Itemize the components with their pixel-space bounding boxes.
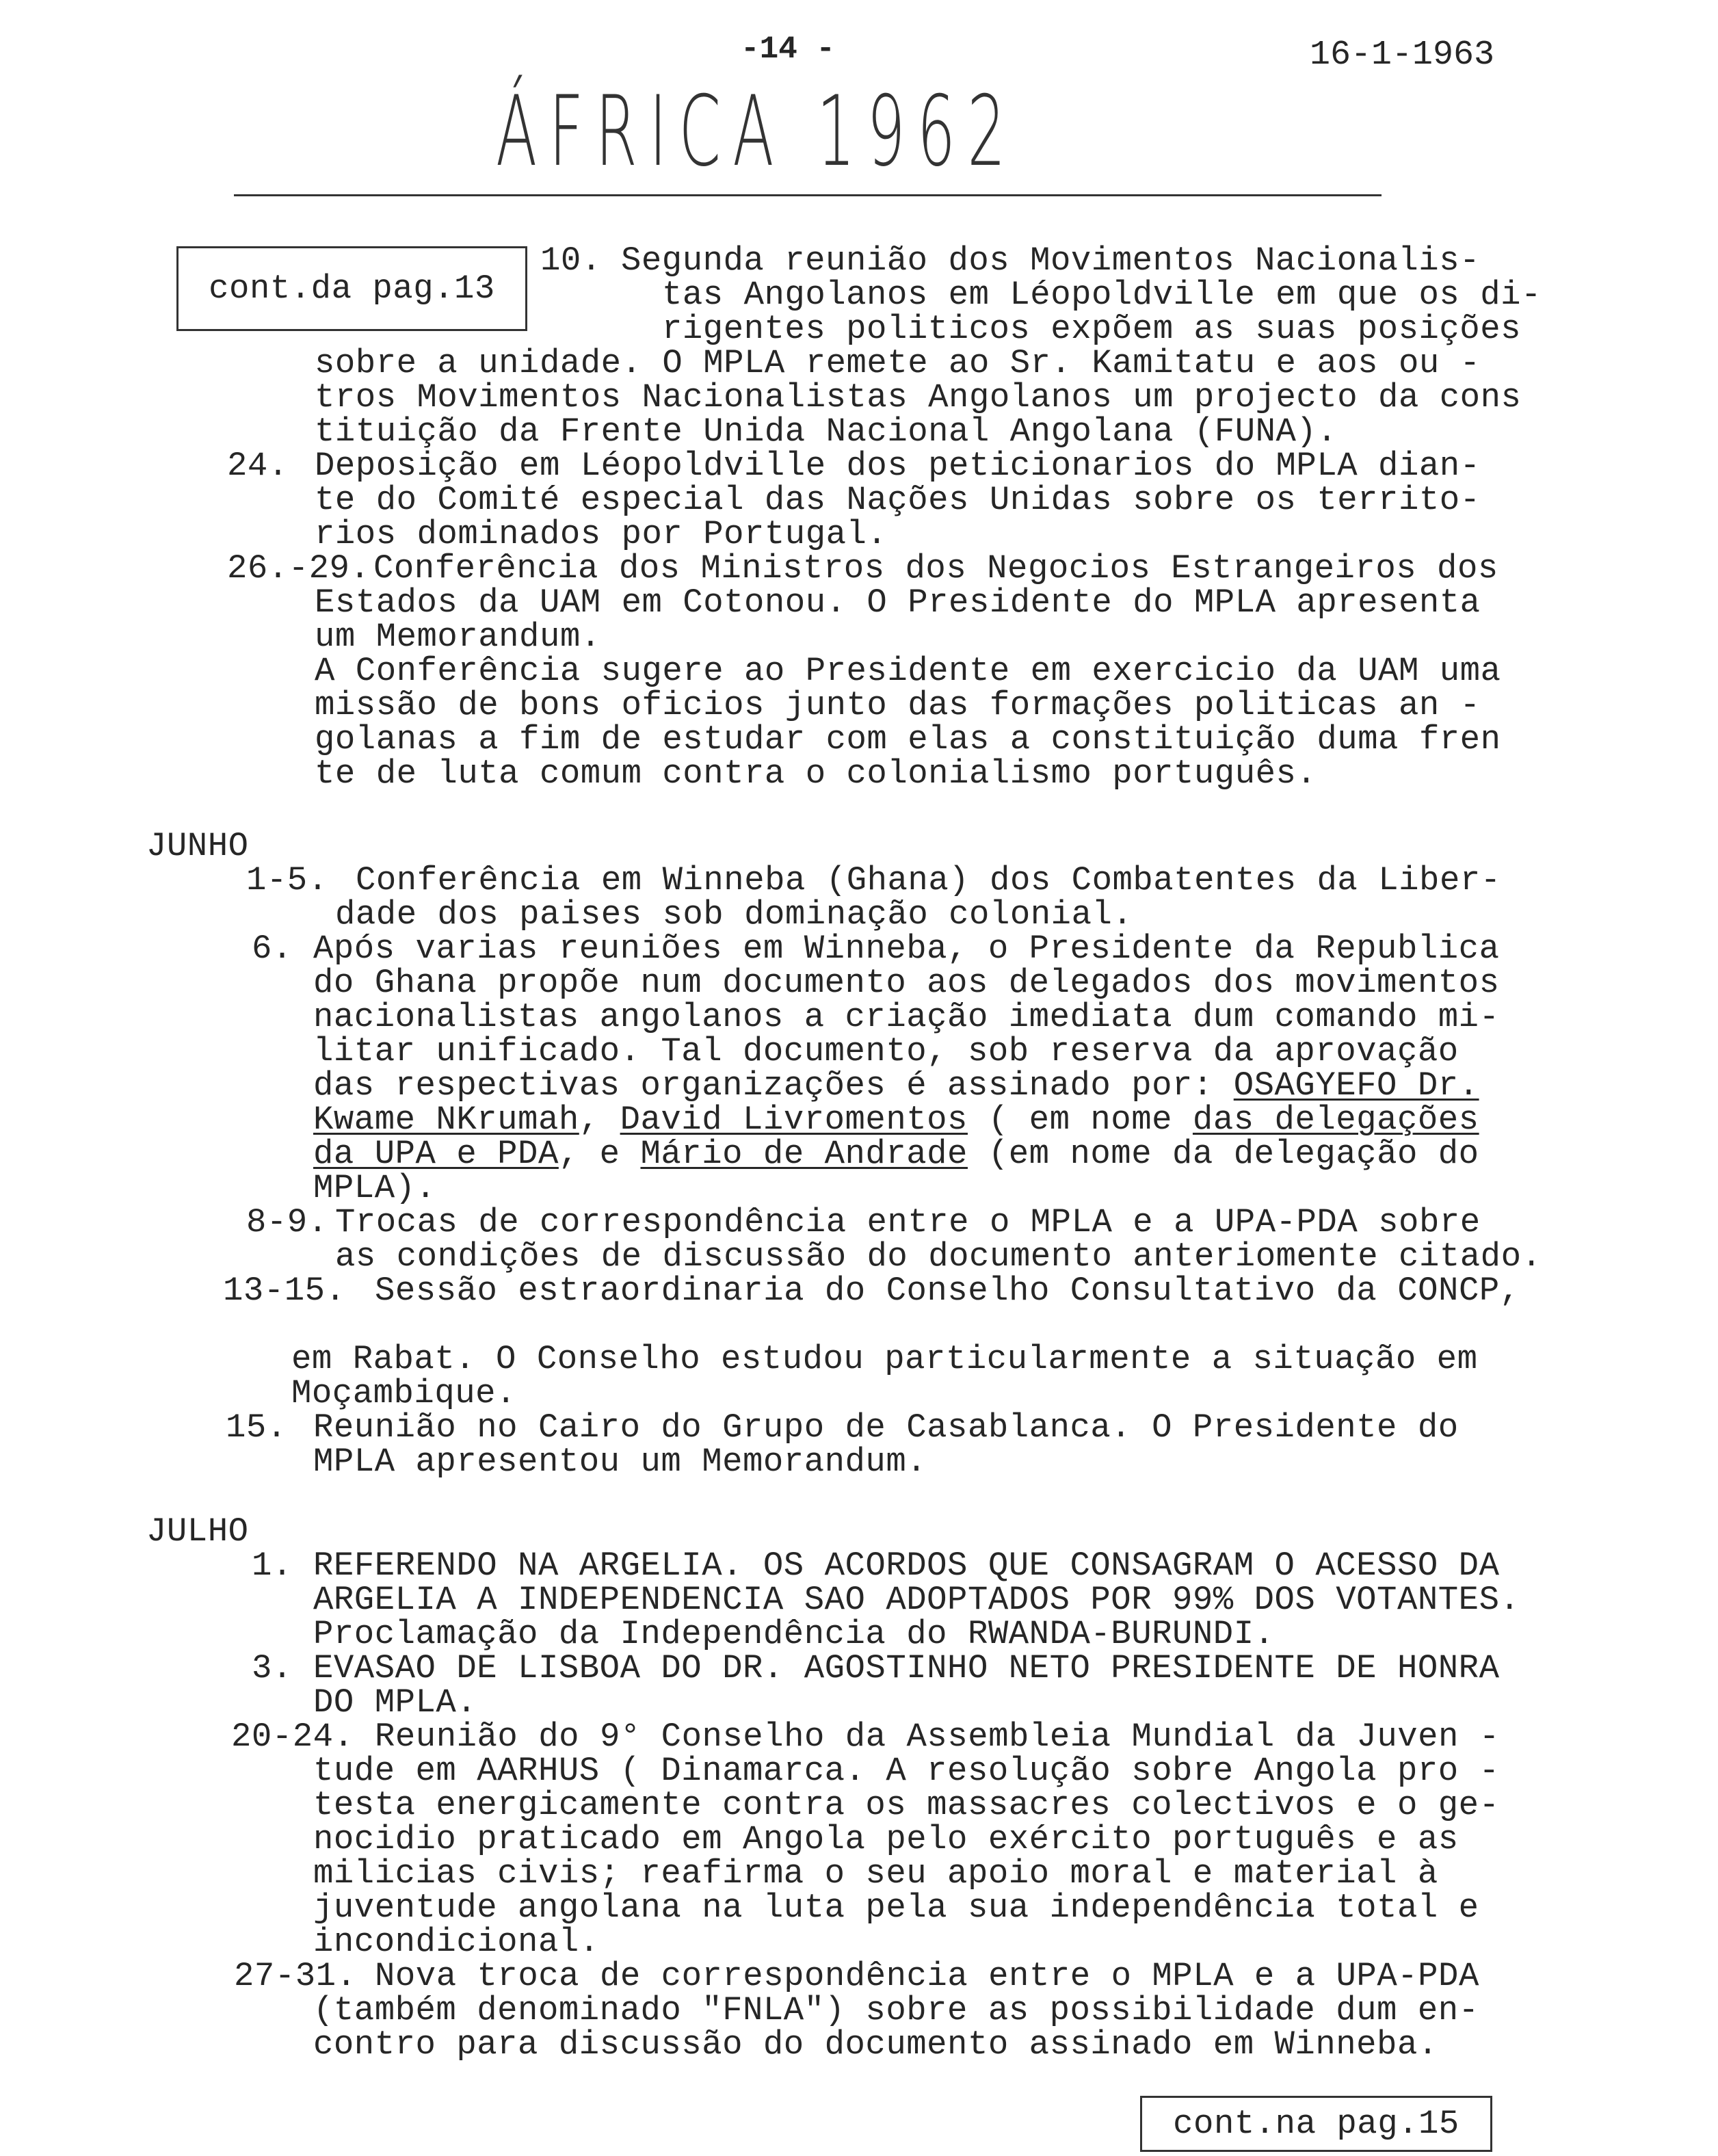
entry-line: EVASAO DE LISBOA DO DR. AGOSTINHO NETO PRESIDENTE DE HONRA bbox=[313, 1649, 1500, 1687]
entry-line: golanas a fim de estudar com elas a constituição duma fren bbox=[315, 720, 1501, 759]
header-date: 16-1-1963 bbox=[1310, 36, 1495, 75]
entry-line: nocidio praticado em Angola pelo exército português e as bbox=[313, 1820, 1459, 1858]
delegation-name: das delegações bbox=[1192, 1101, 1479, 1139]
entry-day: 8-9. bbox=[246, 1203, 328, 1241]
header-rule bbox=[234, 194, 1382, 196]
entry-line: Proclamação da Independência do RWANDA-BURUNDI. bbox=[313, 1615, 1275, 1653]
entry-text: (em nome da delegação do bbox=[967, 1135, 1479, 1173]
entry-line: Sessão estraordinaria do Conselho Consultativo da CONCP, bbox=[375, 1272, 1520, 1310]
entry-line: Deposição em Léopoldville dos peticionarios do MPLA dian- bbox=[315, 447, 1481, 485]
entry-line: Conferência dos Ministros dos Negocios Estrangeiros dos bbox=[373, 549, 1498, 588]
entry-line bbox=[313, 1137, 1479, 1171]
page-number: -14 - bbox=[741, 31, 836, 67]
entry-day: 1. bbox=[252, 1547, 293, 1585]
entry-line bbox=[313, 1068, 1479, 1103]
entry-line: Moçambique. bbox=[291, 1374, 516, 1412]
entry-line: nacionalistas angolanos a criação imediata dum comando mi- bbox=[313, 998, 1500, 1036]
entry-line: Estados da UAM em Cotonou. O Presidente do MPLA apresenta bbox=[315, 583, 1481, 622]
entry-line: Reunião do 9° Conselho da Assembleia Mundial da Juven - bbox=[375, 1718, 1500, 1756]
month-heading-junho: JUNHO bbox=[146, 827, 249, 865]
entry-day: 13-15. bbox=[223, 1272, 346, 1310]
entry-line: sobre a unidade. O MPLA remete ao Sr. Kamitatu e aos ou - bbox=[315, 344, 1481, 382]
entry-line: Segunda reunião dos Movimentos Nacionalis- bbox=[621, 241, 1481, 280]
entry-line: Após varias reuniões em Winneba, o Presidente da Republica bbox=[313, 930, 1500, 968]
entry-line: ARGELIA A INDEPENDENCIA SAO ADOPTADOS POR 99% DOS VOTANTES. bbox=[313, 1581, 1520, 1619]
entry-line: testa energicamente contra os massacres colectivos e o ge- bbox=[313, 1786, 1500, 1824]
delegation-name: da UPA e PDA bbox=[313, 1135, 559, 1173]
entry-line: um Memorandum. bbox=[315, 618, 601, 656]
signatory-name: Kwame NKrumah bbox=[313, 1101, 579, 1139]
entry-day: 3. bbox=[252, 1649, 293, 1687]
entry-line: tas Angolanos em Léopoldville em que os di- bbox=[662, 276, 1542, 314]
page-title: ÁFRICA 1962 bbox=[496, 75, 1018, 188]
entry-line: milicias civis; reafirma o seu apoio moral e material à bbox=[313, 1854, 1438, 1893]
entry-line: tros Movimentos Nacionalistas Angolanos um projecto da cons bbox=[315, 378, 1522, 417]
entry-line: tituição da Frente Unida Nacional Angolana (FUNA). bbox=[315, 412, 1338, 451]
continued-from-label: cont.da pag.13 bbox=[209, 270, 495, 308]
entry-line bbox=[313, 1103, 1479, 1137]
entry-text: , e bbox=[558, 1135, 641, 1173]
signatory-name: Mário de Andrade bbox=[640, 1135, 968, 1173]
entry-line: MPLA apresentou um Memorandum. bbox=[313, 1443, 927, 1481]
entry-line: rios dominados por Portugal. bbox=[315, 515, 888, 553]
entry-day: 27-31. bbox=[234, 1957, 357, 1995]
continued-to-label: cont.na pag.15 bbox=[1173, 2105, 1459, 2143]
entry-line: te do Comité especial das Nações Unidas sobre os territo- bbox=[315, 481, 1481, 519]
entry-line: incondicional. bbox=[313, 1923, 600, 1961]
entry-line: DO MPLA. bbox=[313, 1683, 477, 1722]
entry-line: contro para discussão do documento assinado em Winneba. bbox=[313, 2025, 1438, 2064]
entry-line: as condições de discussão do documento anteriomente citado. bbox=[335, 1237, 1542, 1276]
entry-line: missão de bons oficios junto das formações politicas an - bbox=[315, 686, 1481, 724]
entry-line: MPLA). bbox=[313, 1169, 436, 1207]
signatory-name: OSAGYEFO Dr. bbox=[1233, 1066, 1479, 1105]
entry-day: 26.-29. bbox=[227, 549, 371, 588]
month-heading-julho: JULHO bbox=[146, 1512, 249, 1551]
entry-day: 15. bbox=[226, 1408, 287, 1447]
entry-day: 10. bbox=[540, 241, 602, 280]
entry-line: litar unificado. Tal documento, sob reserva da aprovação bbox=[313, 1032, 1459, 1070]
signatory-name: David Livromentos bbox=[620, 1101, 968, 1139]
entry-line: Trocas de correspondência entre o MPLA e a UPA-PDA sobre bbox=[335, 1203, 1481, 1241]
entry-line: REFERENDO NA ARGELIA. OS ACORDOS QUE CONSAGRAM O ACESSO DA bbox=[313, 1547, 1500, 1585]
entry-line: em Rabat. O Conselho estudou particularmente a situação em bbox=[291, 1340, 1478, 1378]
entry-day: 1-5. bbox=[246, 861, 328, 899]
entry-line: dade dos paises sob dominação colonial. bbox=[335, 895, 1133, 934]
entry-line: (também denominado "FNLA") sobre as possibilidade dum en- bbox=[313, 1991, 1479, 2029]
entry-day: 6. bbox=[252, 930, 293, 968]
entry-line: te de luta comum contra o colonialismo português. bbox=[315, 754, 1317, 793]
entry-day: 24. bbox=[227, 447, 289, 485]
entry-line: rigentes politicos expõem as suas posições bbox=[662, 310, 1522, 348]
entry-line: Conferência em Winneba (Ghana) dos Combatentes da Liber- bbox=[356, 861, 1501, 899]
entry-line: do Ghana propõe num documento aos delegados dos movimentos bbox=[313, 964, 1500, 1002]
entry-day: 20-24. bbox=[231, 1718, 354, 1756]
entry-text: ( em nome bbox=[967, 1101, 1193, 1139]
entry-line: A Conferência sugere ao Presidente em exercicio da UAM uma bbox=[315, 652, 1501, 690]
entry-line: Nova troca de correspondência entre o MPLA e a UPA-PDA bbox=[375, 1957, 1479, 1995]
entry-text: , bbox=[579, 1101, 620, 1139]
continued-from-box bbox=[176, 246, 527, 331]
entry-line: tude em AARHUS ( Dinamarca. A resolução sobre Angola pro - bbox=[313, 1752, 1500, 1790]
continued-to-box bbox=[1140, 2096, 1492, 2152]
entry-text: das respectivas organizações é assinado por: bbox=[313, 1066, 1234, 1105]
entry-line: Reunião no Cairo do Grupo de Casablanca. O Presidente do bbox=[313, 1408, 1459, 1447]
entry-line: juventude angolana na luta pela sua independência total e bbox=[313, 1889, 1479, 1927]
